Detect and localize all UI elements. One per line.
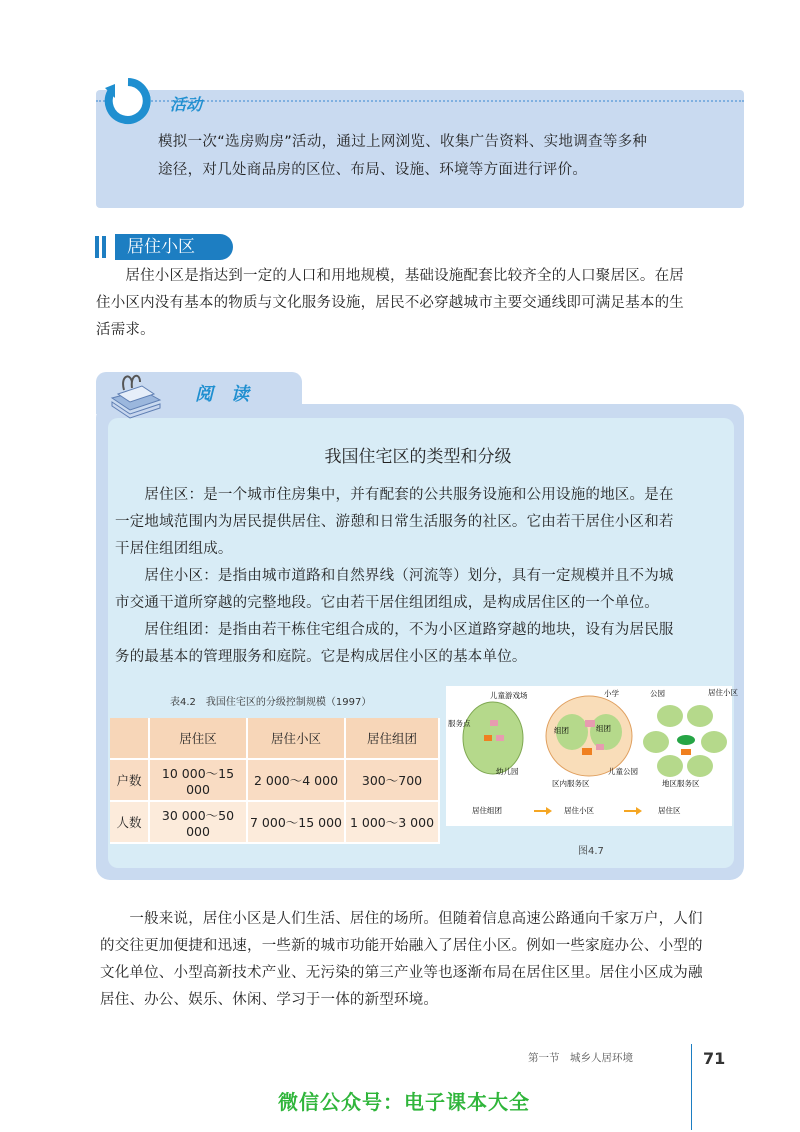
table-row xyxy=(110,801,439,843)
section-bars-icon xyxy=(95,236,113,258)
table-header-cell: 居住区 xyxy=(149,718,247,759)
footer-divider xyxy=(691,1044,692,1130)
reading-line: 一定地域范围内为居民提供居住、游憩和日常生活服务的社区。它由若干居住小区和若 xyxy=(115,514,674,530)
label-children-park: 儿童公园 xyxy=(608,767,638,776)
reading-tab-title: 阅读 xyxy=(195,384,267,405)
section-line: 居住小区是指达到一定的人口和用地规模，基础设施配套比较齐全的人口聚居区。在居 xyxy=(96,268,684,284)
label-playground: 儿童游戏场 xyxy=(490,691,528,700)
activity-title: 活动 xyxy=(170,95,203,114)
district-service-marker xyxy=(582,748,592,755)
label-kindergarten: 幼儿园 xyxy=(496,767,519,776)
table-row xyxy=(110,759,439,801)
reading-title: 我国住宅区的类型和分级 xyxy=(324,447,512,467)
service-point-marker xyxy=(484,735,492,741)
table-caption: 表4.2 我国住宅区的分级控制规模（1997） xyxy=(170,697,372,708)
park-marker xyxy=(677,735,695,745)
label-district-service: 区内服务区 xyxy=(552,779,590,788)
school-marker xyxy=(585,720,595,727)
watermark-text: 微信公众号：电子课本大全 xyxy=(278,1090,530,1114)
section-line: 活需求。 xyxy=(96,322,155,338)
label-park: 公园 xyxy=(650,689,665,698)
cluster-shape xyxy=(701,731,727,753)
section-line: 住小区内没有基本的物质与文化服务设施，居民不必穿越城市主要交通线即可满足基本的生 xyxy=(96,295,684,311)
cluster-shape xyxy=(687,755,713,777)
reading-line: 市交通干道所穿越的完整地段。它由若干居住组团组成，是构成居住区的一个单位。 xyxy=(115,595,659,611)
closing-line: 一般来说，居住小区是人们生活、居住的场所。但随着信息高速公路通向千家万户，人们 xyxy=(100,911,703,927)
label-group: 组团 xyxy=(596,724,611,733)
children-park-marker xyxy=(596,744,604,750)
cluster-shape xyxy=(657,705,683,727)
residential-hierarchy-diagram xyxy=(446,686,738,826)
cluster-shape xyxy=(643,731,669,753)
table-header-cell: 居住小区 xyxy=(247,718,345,759)
scale-table xyxy=(110,718,440,844)
cluster-shape xyxy=(687,705,713,727)
closing-line: 的交往更加便捷和迅速，一些新的城市功能开始融入了居住小区。例如一些家庭办公、小型的 xyxy=(100,938,703,954)
playground-marker xyxy=(490,720,498,726)
label-group: 组团 xyxy=(554,726,569,735)
book-stack-icon xyxy=(108,368,164,420)
legend-item: 居住小区 xyxy=(564,806,594,815)
table-header-row xyxy=(110,718,439,759)
label-primary-school: 小学 xyxy=(604,689,619,698)
cluster-shape xyxy=(657,755,683,777)
closing-paragraph xyxy=(100,906,748,1014)
refresh-cycle-icon xyxy=(103,76,153,126)
reading-text xyxy=(115,482,725,671)
footer-section-title: 第一节 城乡人居环境 xyxy=(528,1052,633,1064)
reading-line: 务的最基本的管理服务和庭院。它是构成居住小区的基本单位。 xyxy=(115,649,527,665)
reading-line: 居住小区：是指由城市道路和自然界线（河流等）划分，具有一定规模并且不为城 xyxy=(115,568,674,584)
activity-line: 途径，对几处商品房的区位、布局、设施、环境等方面进行评价。 xyxy=(158,162,588,178)
closing-line: 居住、办公、娱乐、休闲、学习于一体的新型环境。 xyxy=(100,992,439,1008)
label-area-service: 地区服务区 xyxy=(662,779,700,788)
table-header-cell: 居住组团 xyxy=(345,718,439,759)
section-title: 居住小区 xyxy=(115,234,233,260)
legend-item: 居住区 xyxy=(658,806,681,815)
reading-line: 居住区：是一个城市住房集中，并有配套的公共服务设施和公用设施的地区。是在 xyxy=(115,487,674,503)
section-paragraph xyxy=(96,263,746,344)
area-service-marker xyxy=(681,749,691,755)
page-number: 71 xyxy=(703,1049,726,1068)
table-header-cell xyxy=(110,718,149,759)
reading-line: 干居住组团组成。 xyxy=(115,541,233,557)
label-sub-district: 居住小区 xyxy=(708,688,738,697)
legend-item: 居住组团 xyxy=(472,806,502,815)
reading-line: 居住组团：是指由若干栋住宅组合成的，不为小区道路穿越的地块，设有为居民服 xyxy=(115,622,674,638)
activity-text xyxy=(158,128,728,184)
kindergarten-marker xyxy=(496,735,504,741)
table-cell: 30 000～50 000 xyxy=(149,801,247,843)
group-shape xyxy=(463,702,523,774)
table-cell: 10 000～15 000 xyxy=(149,759,247,801)
table-cell: 300～700 xyxy=(345,759,439,801)
table-cell: 7 000～15 000 xyxy=(247,801,345,843)
figure-caption: 图4.7 xyxy=(578,846,604,857)
label-service-point: 服务点 xyxy=(448,719,471,728)
table-cell: 2 000～4 000 xyxy=(247,759,345,801)
table-cell: 户数 xyxy=(110,759,149,801)
table-cell: 人数 xyxy=(110,801,149,843)
table-cell: 1 000～3 000 xyxy=(345,801,439,843)
activity-line: 模拟一次“选房购房”活动，通过上网浏览、收集广告资料、实地调查等多种 xyxy=(158,134,648,150)
closing-line: 文化单位、小型高新技术产业、无污染的第三产业等也逐渐布局在居住区里。居住小区成为融 xyxy=(100,965,703,981)
